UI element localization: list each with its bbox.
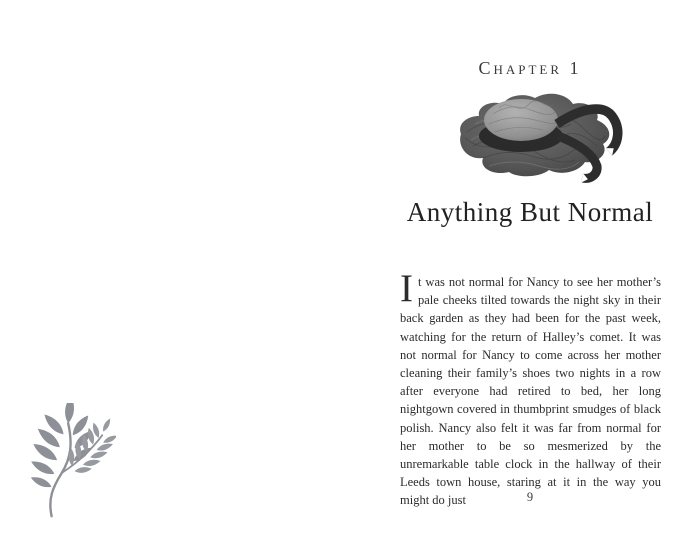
chapter-label: Chapter 1 xyxy=(478,58,582,78)
paragraph-text: t was not normal for Nancy to see her mother’s pale cheeks tilted towards the night sky in their back garden as they had been for the past week, watching for the return of Halley’s comet. It was not normal for Nancy to come across her mother cleaning their family’s shoes two nights in a row after everyone had retired to bed, her long nightgown covered in thumbprint smudges of black polish. Nancy also felt it was far from normal for her mother to be so mesmerized by the unremarkable table clock in the hallway of their Leeds town house, staring at it in the way you might do just xyxy=(400,275,661,508)
drop-cap: I xyxy=(400,267,413,310)
leaf-branch-icon xyxy=(24,403,116,524)
page-number: 9 xyxy=(526,490,534,504)
right-page xyxy=(360,0,700,533)
sun-hat-icon xyxy=(455,88,635,193)
body-paragraph xyxy=(400,267,661,510)
chapter-title: Anything But Normal xyxy=(406,197,654,227)
